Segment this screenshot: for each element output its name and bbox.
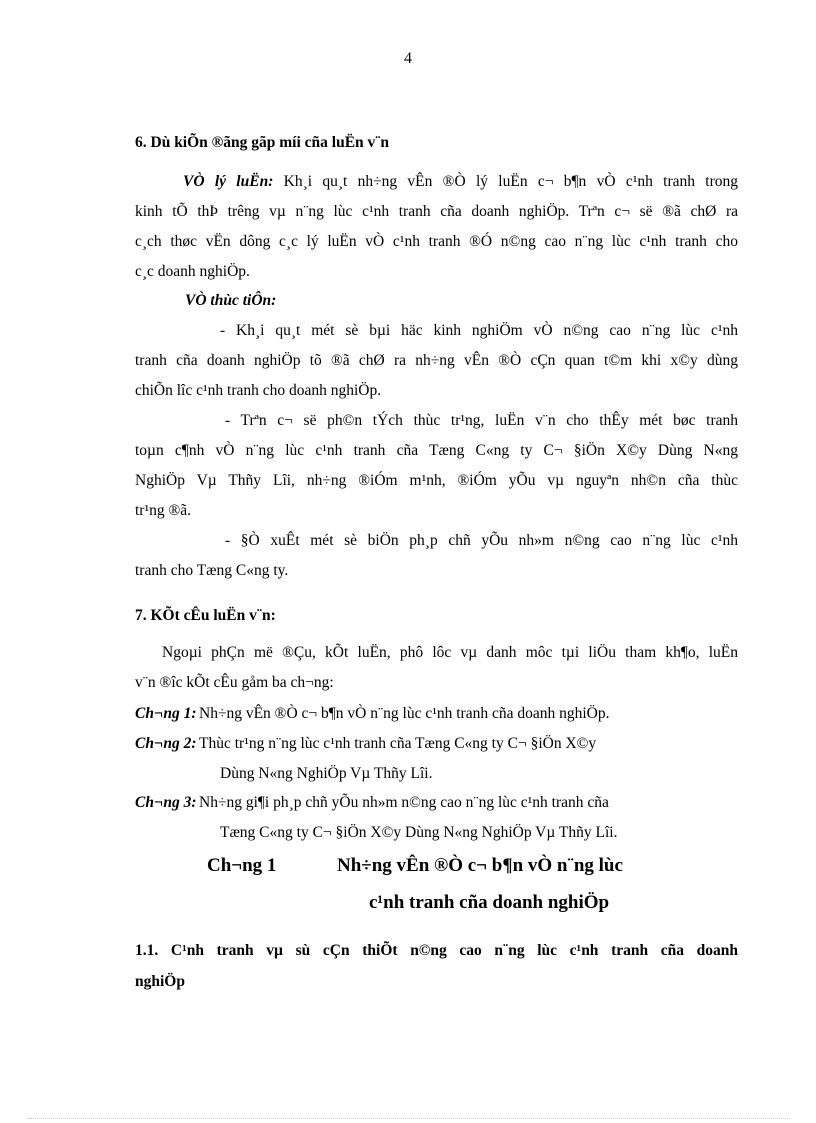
chapter-2-summary: Ch¬ng 2: Thùc tr¹ng n¨ng lùc c¹nh tranh cña Tæng C«ng ty C¬ §iÖn X©y — [135, 735, 597, 752]
practice-p2-line-1: - Trªn c¬ së ph©n tÝch thùc tr¹ng, luËn v¨n cho thÊy mét bøc tranh — [225, 412, 738, 429]
footer-divider — [28, 1118, 788, 1119]
section-7-heading: 7. KÕt cÊu luËn v¨n: — [135, 607, 276, 624]
structure-intro-line-2: v¨n ®îc kÕt cÊu gåm ba ch¬ng: — [135, 674, 334, 691]
practice-p2-line-2: toµn c¶nh vÒ n¨ng lùc c¹nh tranh cña Tæng C«ng ty C¬ §iÖn X©y Dùng N«ng — [135, 442, 738, 459]
practice-p1-line-3: chiÕn lîc c¹nh tranh cho doanh nghiÖp. — [135, 382, 382, 399]
theory-line-3: c¸ch thøc vËn dông c¸c lý luËn vÒ c¹nh tranh ®Ó n©ng cao n¨ng lùc c¹nh tranh cho — [135, 233, 738, 250]
chapter-3-summary: Ch¬ng 3: Nh÷ng gi¶i ph¸p chñ yÕu nh»m n©ng cao n¨ng lùc c¹nh tranh cña — [135, 794, 609, 811]
theory-line-2: kinh tÕ thÞ trêng vµ n¨ng lùc c¹nh tranh cña doanh nghiÖp. Trªn c¬ së ®ã chØ ra — [135, 203, 738, 220]
chapter-2-summary-cont: Dùng N«ng NghiÖp Vµ Thñy Lîi. — [220, 765, 433, 782]
chapter-1-label: Ch¬ng 1: — [135, 705, 197, 722]
chapter-1-label-heading: Ch¬ng 1 — [207, 855, 277, 876]
practice-p3-line-1: - §Ò xuÊt mét sè biÖn ph¸p chñ yÕu nh»m n©ng cao n¨ng lùc c¹nh — [225, 532, 738, 549]
practice-p2-line-3: NghiÖp Vµ Thñy Lîi, nh÷ng ®iÓm m¹nh, ®iÓm yÕu vµ nguyªn nh©n cña thùc — [135, 472, 738, 489]
section-1-1-heading-line-1: 1.1. C¹nh tranh vµ sù cÇn thiÕt n©ng cao n¨ng lùc c¹nh tranh cña doanh — [135, 942, 738, 959]
chapter-1-summary: Ch¬ng 1: Nh÷ng vÊn ®Ò c¬ b¶n vÒ n¨ng lùc c¹nh tranh cña doanh nghiÖp. — [135, 705, 610, 722]
practice-p1-line-2: tranh cña doanh nghiÖp tõ ®ã chØ ra nh÷ng vÊn ®Ò cÇn quan t©m khi x©y dùng — [135, 352, 738, 369]
chapter-1-title-line-1: Nh÷ng vÊn ®Ò c¬ b¶n vÒ n¨ng lùc — [337, 855, 623, 876]
section-1-1-heading-line-2: nghiÖp — [135, 973, 185, 990]
theory-line-4: c¸c doanh nghiÖp. — [135, 263, 250, 280]
practice-p1-line-1: - Kh¸i qu¸t mét sè bµi häc kinh nghiÖm vÒ n©ng cao n¨ng lùc c¹nh — [220, 322, 738, 339]
theory-line-1: VÒ lý luËn: Kh¸i qu¸t nh÷ng vÊn ®Ò lý luËn c¬ b¶n vÒ c¹nh tranh trong — [183, 173, 739, 190]
practice-label: VÒ thùc tiÔn: — [185, 292, 277, 309]
chapter-3-summary-cont: Tæng C«ng ty C¬ §iÖn X©y Dùng N«ng NghiÖp Vµ Thñy Lîi. — [220, 824, 618, 841]
section-6-heading: 6. Dù kiÕn ®ãng gãp míi cña luËn v¨n — [135, 134, 390, 151]
chapter-3-label: Ch¬ng 3: — [135, 794, 197, 811]
chapter-1-title-line-2: c¹nh tranh cña doanh nghiÖp — [369, 892, 610, 913]
chapter-2-label: Ch¬ng 2: — [135, 735, 197, 752]
theory-label: VÒ lý luËn: — [183, 173, 274, 190]
page-number: 4 — [404, 50, 412, 67]
structure-intro-line-1: Ngoµi phÇn më ®Çu, kÕt luËn, phô lôc vµ danh môc tµi liÖu tham kh¶o, luËn — [162, 644, 738, 661]
practice-p2-line-4: tr¹ng ®ã. — [135, 502, 192, 519]
practice-p3-line-2: tranh cho Tæng C«ng ty. — [135, 562, 289, 579]
